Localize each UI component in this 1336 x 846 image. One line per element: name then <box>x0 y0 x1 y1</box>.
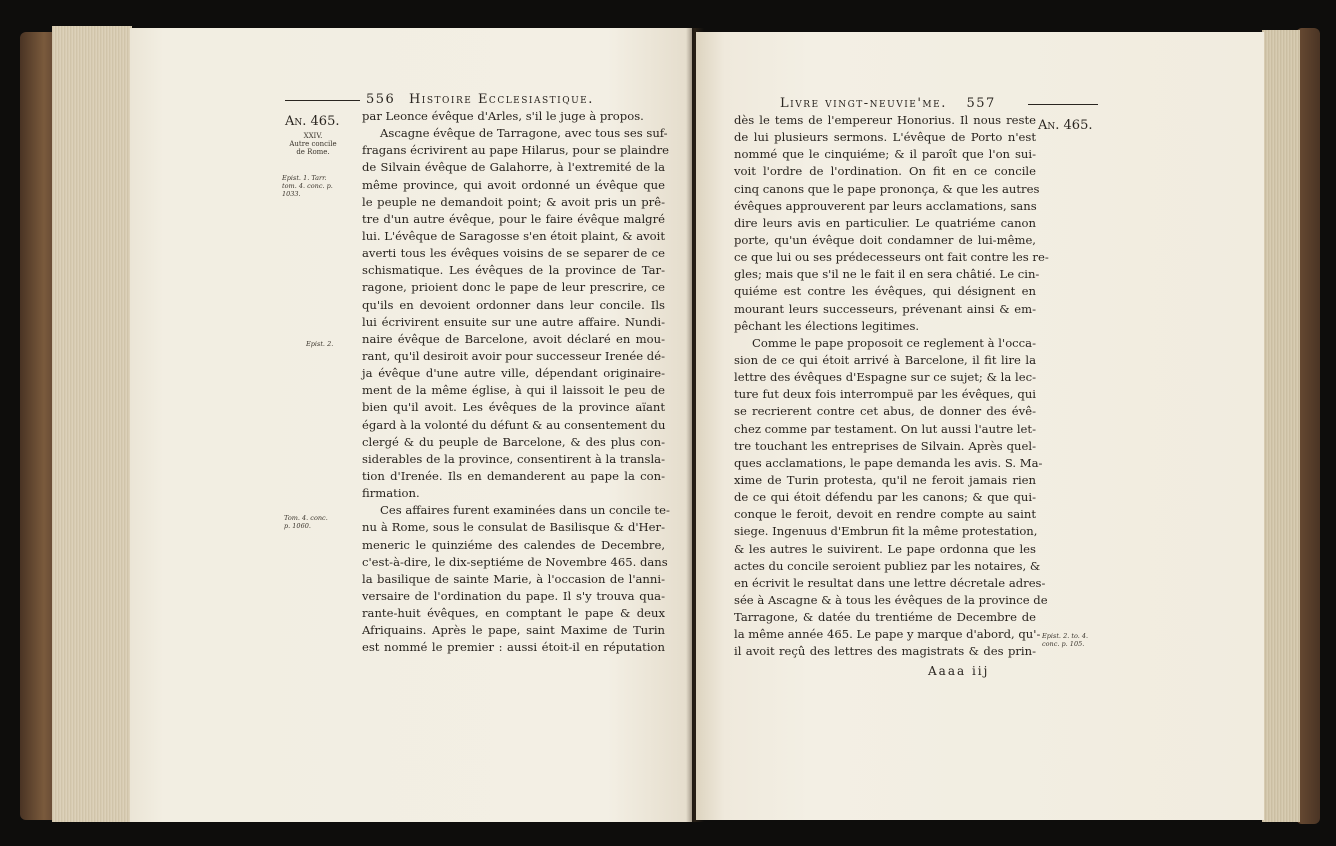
text-line: de ce qui étoit défendu par les canons; & que qui- <box>734 490 1036 505</box>
margin-note-epist-2 <box>306 340 333 348</box>
page-edges-right <box>1262 30 1300 822</box>
text-line: naire évêque de Barcelone, avoit déclaré en mou- <box>362 331 665 346</box>
text-line: conque le feroit, devoit en rendre compte au saint <box>734 507 1036 522</box>
text-line: lui. L'évêque de Saragosse s'en étoit plaint, & avoit <box>362 228 665 243</box>
text-line: fragans écrivirent au pape Hilarus, pour se plaindre <box>362 143 670 158</box>
text-line: ce que lui ou ses prédecesseurs ont fait contre les re- <box>734 250 1049 265</box>
text-line: ques acclamations, le pape demanda les avis. S. Ma- <box>734 455 1043 470</box>
text-line: ja évêque d'une autre ville, dépendant originaire- <box>362 366 665 381</box>
text-line: pêchant les élections legitimes. <box>734 318 920 333</box>
margin-note-line: 1033. <box>282 190 301 198</box>
left-header-rule <box>285 100 360 101</box>
text-line: se recrierent contre cet abus, de donner des évê- <box>734 404 1036 419</box>
text-line: mourant leurs successeurs, prévenant ainsi & em- <box>734 301 1036 316</box>
text-line: & les autres le suivirent. Le pape ordonna que les <box>734 541 1036 556</box>
text-line: rante-huit évêques, en comptant le pape & deux <box>362 606 665 621</box>
margin-note-line: tom. 4. conc. p. <box>282 182 333 190</box>
text-line: tre d'un autre évêque, pour le faire évêque malgré <box>362 211 665 226</box>
text-line: Ces affaires furent examinées dans un concile te- <box>380 503 670 518</box>
text-line: ment de la même église, à qui il laissoit le peu de <box>362 383 665 398</box>
text-line: nu à Rome, sous le consulat de Basilisque & d'Her- <box>362 520 665 535</box>
text-line: versaire de l'ordination du pape. Il s'y trouva qua- <box>362 588 665 603</box>
text-line: de Silvain évêque de Galahorre, à l'extremité de la <box>362 160 665 175</box>
text-line: est nommé le premier : aussi étoit-il en réputation <box>362 640 665 655</box>
text-line: le peuple ne demandoit point; & avoit pris un prê- <box>362 194 665 209</box>
right-page-header <box>780 96 996 111</box>
text-line: même province, qui avoit ordonné un évêque que <box>362 177 665 192</box>
text-line: tion d'Irenée. Ils en demanderent au pape la con- <box>362 468 665 483</box>
page-edges-left <box>52 26 132 822</box>
right-year-label: An. 465. <box>1038 118 1093 133</box>
text-line: nommé que le cinquiéme; & il paroît que l'on sui- <box>734 147 1036 162</box>
text-line: sée à Ascagne & à tous les évêques de la province de <box>734 592 1048 607</box>
text-line: évêques approuverent par leurs acclamations, sans <box>734 198 1037 213</box>
margin-note-line: p. 1060. <box>284 522 311 530</box>
text-line: la basilique de sainte Marie, à l'occasion de l'anni- <box>362 571 665 586</box>
text-line: lui écrivirent ensuite sur une autre affaire. Nundi- <box>362 314 665 329</box>
margin-note-line: conc. p. 105. <box>1042 640 1085 648</box>
margin-note-line: de Rome. <box>296 148 330 156</box>
text-line: en écrivit le resultat dans une lettre décretale adres- <box>734 575 1046 590</box>
margin-note-epist-tarr <box>282 174 333 198</box>
text-line: actes du concile seroient publiez par les notaires, & <box>734 558 1041 573</box>
text-line: averti tous les évêques voisins de se separer de ce <box>362 246 665 261</box>
text-line: Ascagne évêque de Tarragone, avec tous ses suf- <box>380 126 668 141</box>
text-line: sion de ce qui étoit arrivé à Barcelone, il fit lire la <box>734 352 1036 367</box>
text-line: qu'ils en devoient ordonner dans leur concile. Ils <box>362 297 665 312</box>
margin-note-line: Tom. 4. conc. <box>284 514 328 522</box>
text-line: c'est-à-dire, le dix-septiéme de Novembre 465. dans <box>362 554 668 569</box>
text-line: la même année 465. Le pape y marque d'abord, qu'- <box>734 627 1041 642</box>
signature-mark: Aaaa iij <box>928 664 990 678</box>
margin-note-line: Epist. 2. <box>306 340 334 348</box>
text-line: quiéme est contre les évêques, qui désignent en <box>734 284 1036 299</box>
text-line: firmation. <box>362 486 420 501</box>
text-line: cinq canons que le pape prononça, & que les autres <box>734 181 1040 196</box>
text-line: tre touchant les entreprises de Silvain. Après quel- <box>734 438 1036 453</box>
right-page-number: 557 <box>966 96 996 111</box>
text-line: siderables de la province, consentirent à la transla- <box>362 451 665 466</box>
left-page-text <box>362 108 670 657</box>
margin-note-line: XXIV. <box>303 132 323 140</box>
margin-note-line: Epist. 1. Tarr. <box>282 174 327 182</box>
right-running-head: Livre vingt-neuvie'me. <box>780 96 947 111</box>
text-line: égard à la volonté du défunt & au consentement du <box>362 417 666 432</box>
text-line: rant, qu'il desiroit avoir pour successeur Irenée dé- <box>362 348 665 363</box>
text-line: siege. Ingenuus d'Embrun fit la même protestation, <box>734 524 1038 539</box>
right-page <box>696 32 1264 820</box>
text-line: Afriquains. Après le pape, saint Maxime de Turin <box>362 623 665 638</box>
text-line: gles; mais que s'il ne le fait il en sera châtié. Le cin- <box>734 267 1040 282</box>
text-line: par Leonce évêque d'Arles, s'il le juge à propos. <box>362 109 644 123</box>
text-line: meneric le quinziéme des calendes de Decembre, <box>362 537 665 552</box>
text-line: Comme le pape proposoit ce reglement à l'occa- <box>752 335 1036 350</box>
margin-note-concile <box>285 132 341 156</box>
text-line: Tarragone, & datée du trentiéme de Decembre de <box>734 610 1036 625</box>
right-header-rule <box>1028 104 1098 105</box>
text-line: chez comme par testament. On lut aussi l'autre let- <box>734 421 1036 436</box>
right-page-text <box>734 112 1049 661</box>
left-page-header <box>366 92 594 107</box>
text-line: ragone, prioient donc le pape de leur prescrire, ce <box>362 280 665 295</box>
text-line: clergé & du peuple de Barcelone, & des plus con- <box>362 434 665 449</box>
margin-note-tom-4 <box>284 514 328 530</box>
text-line: ture fut deux fois interrompuë par les évêques, qui <box>734 387 1036 402</box>
left-page-number: 556 <box>366 92 396 107</box>
text-line: lettre des évêques d'Espagne sur ce sujet; & la lec- <box>734 370 1036 385</box>
text-line: schismatique. Les évêques de la province de Tar- <box>362 263 665 278</box>
margin-note-line: Epist. 2. to. 4. <box>1042 632 1089 640</box>
text-line: bien qu'il avoit. Les évêques de la province aïant <box>362 400 665 415</box>
text-line: dès le tems de l'empereur Honorius. Il nous reste <box>734 113 1036 127</box>
left-year-label: An. 465. <box>285 114 340 129</box>
margin-note-epist-2-to-4 <box>1042 632 1088 648</box>
text-line: il avoit reçû des lettres des magistrats & des prin- <box>734 644 1036 659</box>
margin-note-line: Autre concile <box>289 140 337 148</box>
left-page <box>130 28 692 822</box>
text-line: de lui plusieurs sermons. L'évêque de Porto n'est <box>734 130 1036 145</box>
left-running-head: Histoire Ecclesiastique. <box>408 92 594 107</box>
text-line: dire leurs avis en particulier. Le quatriéme canon <box>734 215 1036 230</box>
text-line: xime de Turin protesta, qu'il ne feroit jamais rien <box>734 472 1036 487</box>
text-line: voit l'ordre de l'ordination. On fit en ce concile <box>734 164 1036 179</box>
text-line: porte, qu'un évêque doit condamner de lui-même, <box>734 232 1036 247</box>
